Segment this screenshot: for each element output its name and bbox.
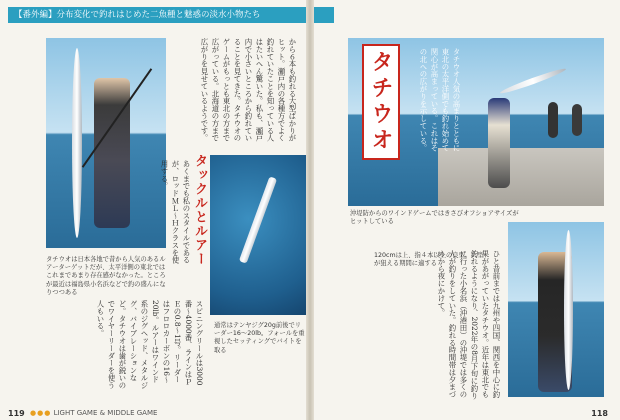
angler-figure xyxy=(94,78,130,228)
cutlassfish-airborne xyxy=(499,66,567,96)
photo-caption-left: タチウオは日本各地で昔から人気のあるルアーターゲットだが、太平洋側の東北ではこれまであまり存在感がなかった。ところが最近は福島県小名浜などで釣の盛んになりつつある xyxy=(46,256,166,296)
angler-figure-distant-2 xyxy=(572,104,582,136)
page-number-right: 118 xyxy=(591,409,608,418)
angler-figure-distant-1 xyxy=(548,102,558,138)
cutlassfish-image xyxy=(72,48,82,238)
footer-dots: ●●● xyxy=(30,409,52,417)
photo-caption-pier: 沖堤防からのワインドゲームではきさびオフショアサイズがヒットしている xyxy=(350,210,519,226)
body-text-column-3: スピニングリールは3000番～4000番、ラインはＰＥの0.8～1号。リーダーはフロロカーボンの16～20lb。ルアーはワインド系のジグヘッド、メタルジグ、バイブレーションなど。タチウオは歯が鋭いのでワイヤーリーダーを使う人もいる。 xyxy=(96,300,204,389)
footer-title: LIGHT GAME & MIDDLE GAME xyxy=(53,409,158,417)
page-title: タチウオ xyxy=(368,50,394,154)
body-text-right: ひと昔前までは九州や四国、関西を中心に釣果があがっていたタチウオ。近年は東北でも釣れるようになり、2022年の8月下旬に釣りに行った小名浜（沖港田）の沖堤では多くの人が釣りをしていた。釣れる時間帯は夕まづめから夜にかけて。 xyxy=(437,250,501,400)
lure-photo xyxy=(210,155,306,315)
photo-caption-right-small: 120cmは上、指４本以上の良型。大型が狙える期間に適する xyxy=(374,252,484,268)
cutlassfish-held xyxy=(564,230,573,390)
chapter-header: 【番外編】分布変化で釣れはじめた二魚種と魅惑の淡水小物たち xyxy=(8,7,334,23)
body-text-column-2: あくまでも私のスタイルであるが、ロッドＭＬ～Ｈクラスを使用する。 xyxy=(160,160,191,264)
title-box xyxy=(362,44,400,160)
photo-caption-lure: 通常はテンヤジグ20g前後でリーダー16～20lb。フォールを重視したセッティングでバイトを取る xyxy=(214,322,305,354)
intro-text: タチウオ人気の高まりとともに東北の太平洋側でも釣れ始めて関心が高まっている。これはその北への広がりを示している。 xyxy=(419,48,461,152)
angler-figure-right xyxy=(488,98,510,188)
right-page xyxy=(312,0,620,420)
lure-image xyxy=(239,176,277,263)
pier-surface xyxy=(438,148,604,206)
page-number-left: 119 xyxy=(8,409,25,418)
angler-photo-right xyxy=(508,222,604,397)
footer-left xyxy=(30,406,157,420)
section-heading-tackle: タックルとルアー xyxy=(192,154,207,266)
body-text-column-1: から６本も釣れる大型ばかりがヒット。瀬戸内の各種方でよく釣れていたことを知っている人はたいへん驚いた。私も、瀬戸内で小さいところから釣れていることを見てきた。タチウオのゲームがもっとも東北の方まで広がっている。北海道の方まで広がりを見せているようです。 xyxy=(200,38,297,142)
angler-photo-left xyxy=(46,38,166,248)
left-page xyxy=(0,0,308,420)
